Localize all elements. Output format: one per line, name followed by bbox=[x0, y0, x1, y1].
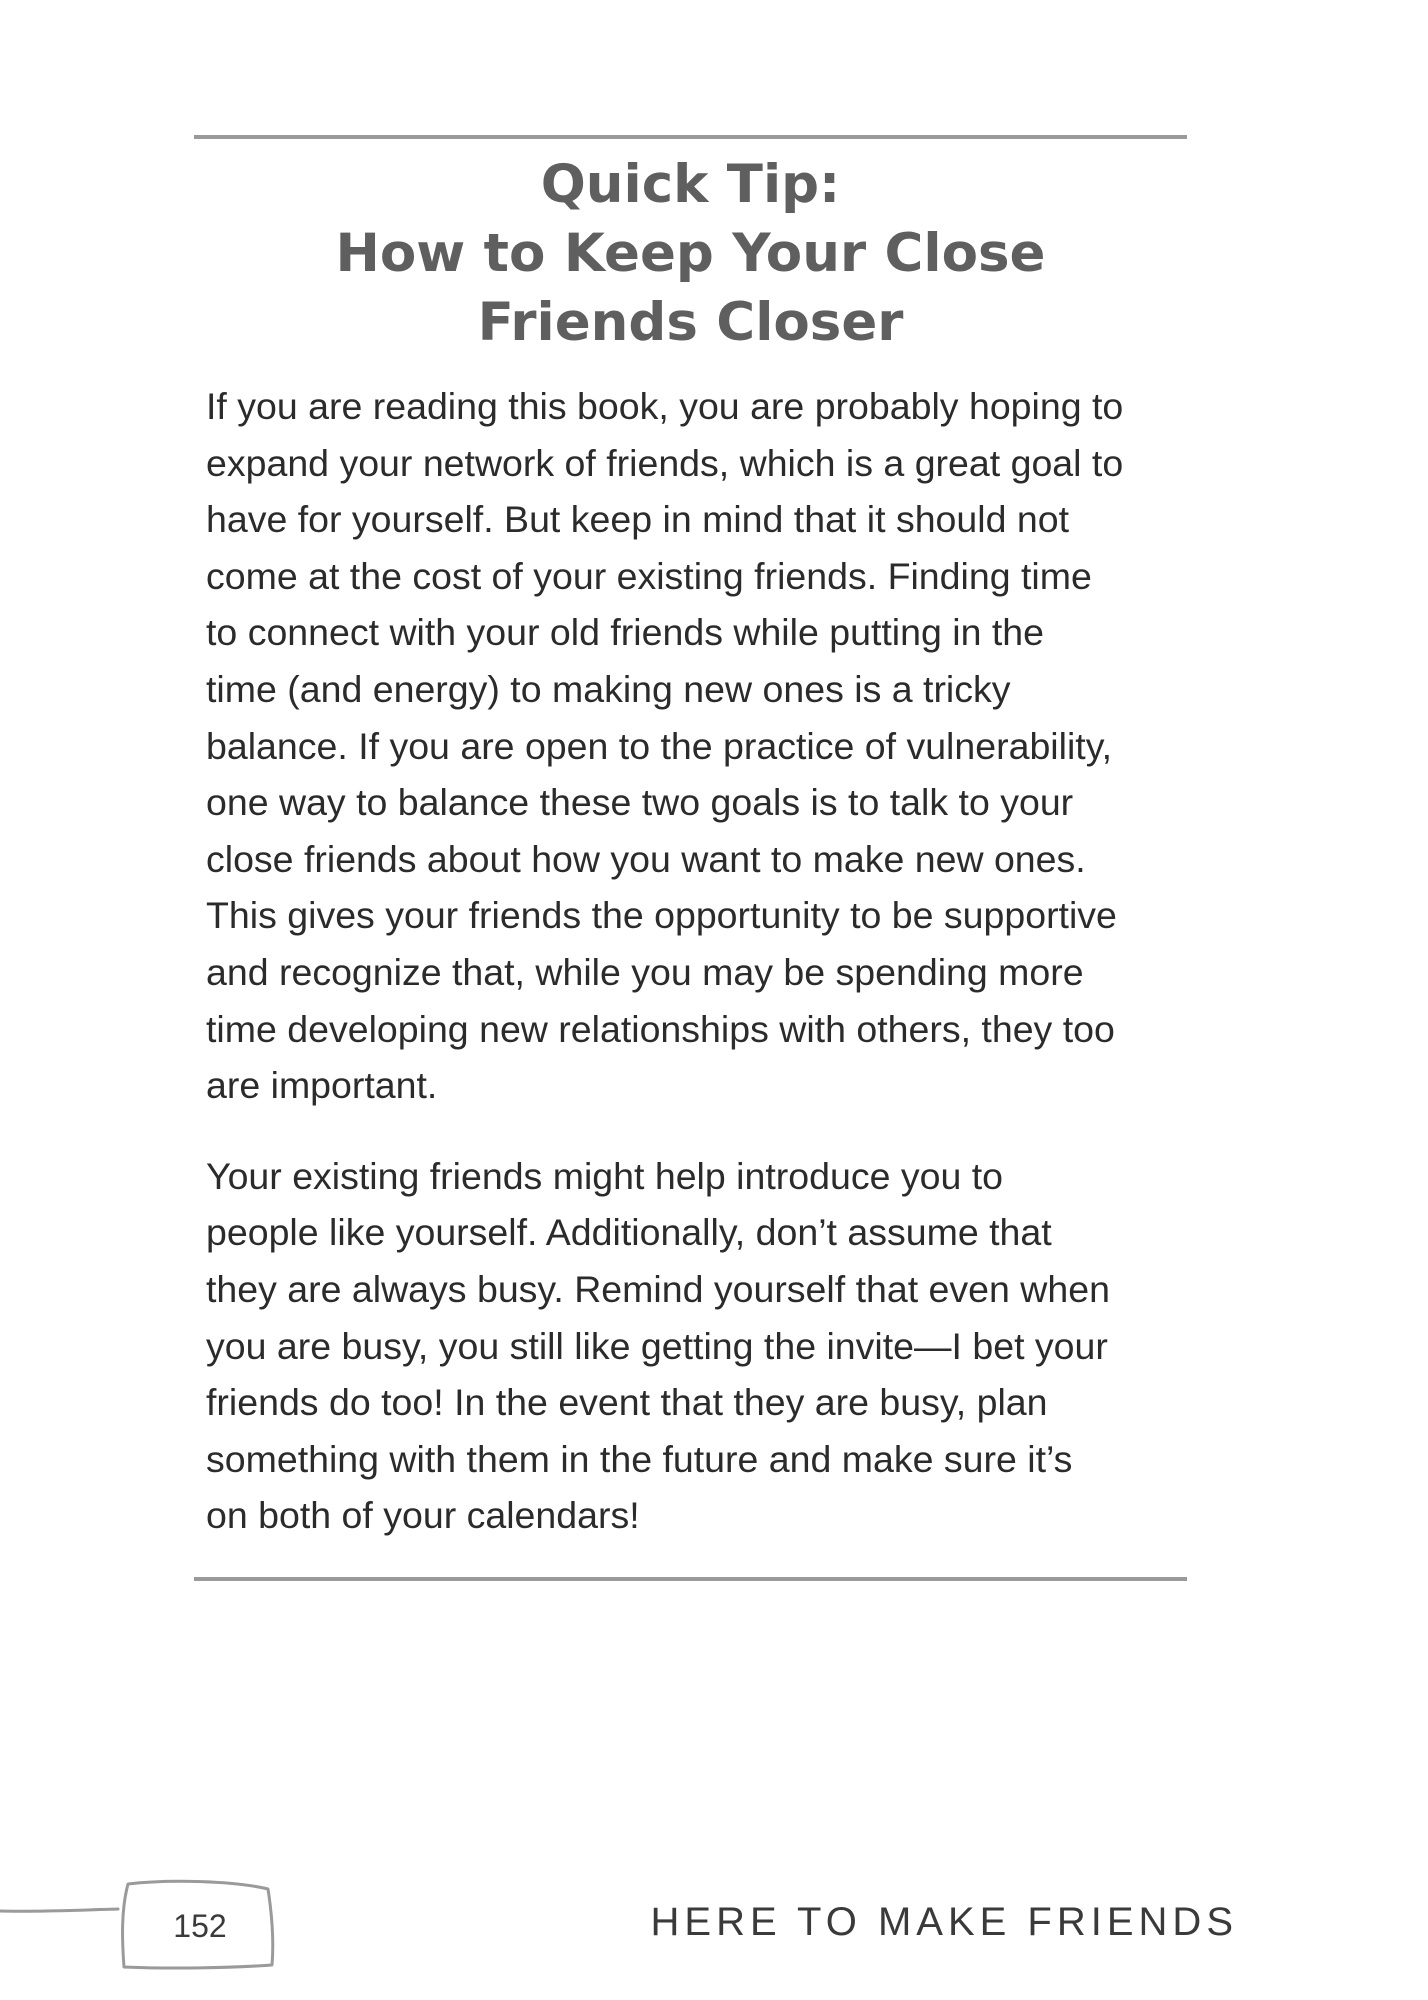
text-line: one way to balance these two goals is to talk to your bbox=[206, 781, 1074, 824]
running-footer-book-title: HERE TO MAKE FRIENDS bbox=[650, 1900, 1238, 1944]
text-line: This gives your friends the opportunity to be supportive bbox=[206, 894, 1117, 937]
page-number: 152 bbox=[173, 1908, 227, 1944]
text-line: friends do too! In the event that they are busy, plan bbox=[206, 1381, 1048, 1424]
text-line: you are busy, you still like getting the invite—I bet your bbox=[206, 1324, 1108, 1367]
text-line: Your existing friends might help introduce you to bbox=[206, 1154, 1004, 1197]
bottom-divider-rule bbox=[194, 1577, 1187, 1581]
text-line: and recognize that, while you may be spending more bbox=[206, 950, 1084, 993]
text-line: are important. bbox=[206, 1064, 438, 1107]
text-line: people like yourself. Additionally, don’t assume that bbox=[206, 1211, 1052, 1254]
title-line: Friends Closer bbox=[477, 292, 904, 353]
text-line: If you are reading this book, you are probably hoping to bbox=[206, 385, 1124, 427]
text-line: close friends about how you want to make new ones. bbox=[206, 837, 1086, 880]
title-line: Quick Tip: bbox=[540, 154, 841, 215]
text-line: something with them in the future and make sure it’s bbox=[206, 1437, 1073, 1480]
quick-tip-body bbox=[206, 378, 1181, 1544]
text-line: expand your network of friends, which is a great goal to bbox=[206, 441, 1124, 484]
text-line: time developing new relationships with others, they too bbox=[206, 1007, 1115, 1050]
text-line: balance. If you are open to the practice of vulnerability, bbox=[206, 724, 1113, 767]
text-line: to connect with your old friends while putting in the bbox=[206, 611, 1044, 654]
text-line: on both of your calendars! bbox=[206, 1494, 640, 1537]
text-line: come at the cost of your existing friends. Finding time bbox=[206, 554, 1092, 597]
text-line: they are always busy. Remind yourself that even when bbox=[206, 1267, 1110, 1310]
quick-tip-title bbox=[194, 150, 1187, 357]
body-paragraph bbox=[206, 1148, 1181, 1544]
text-line: time (and energy) to making new ones is a tricky bbox=[206, 667, 1011, 710]
title-line: How to Keep Your Close bbox=[335, 223, 1046, 284]
text-line: have for yourself. But keep in mind that it should not bbox=[206, 498, 1069, 541]
top-divider-rule bbox=[194, 135, 1187, 139]
body-paragraph bbox=[206, 378, 1181, 1114]
